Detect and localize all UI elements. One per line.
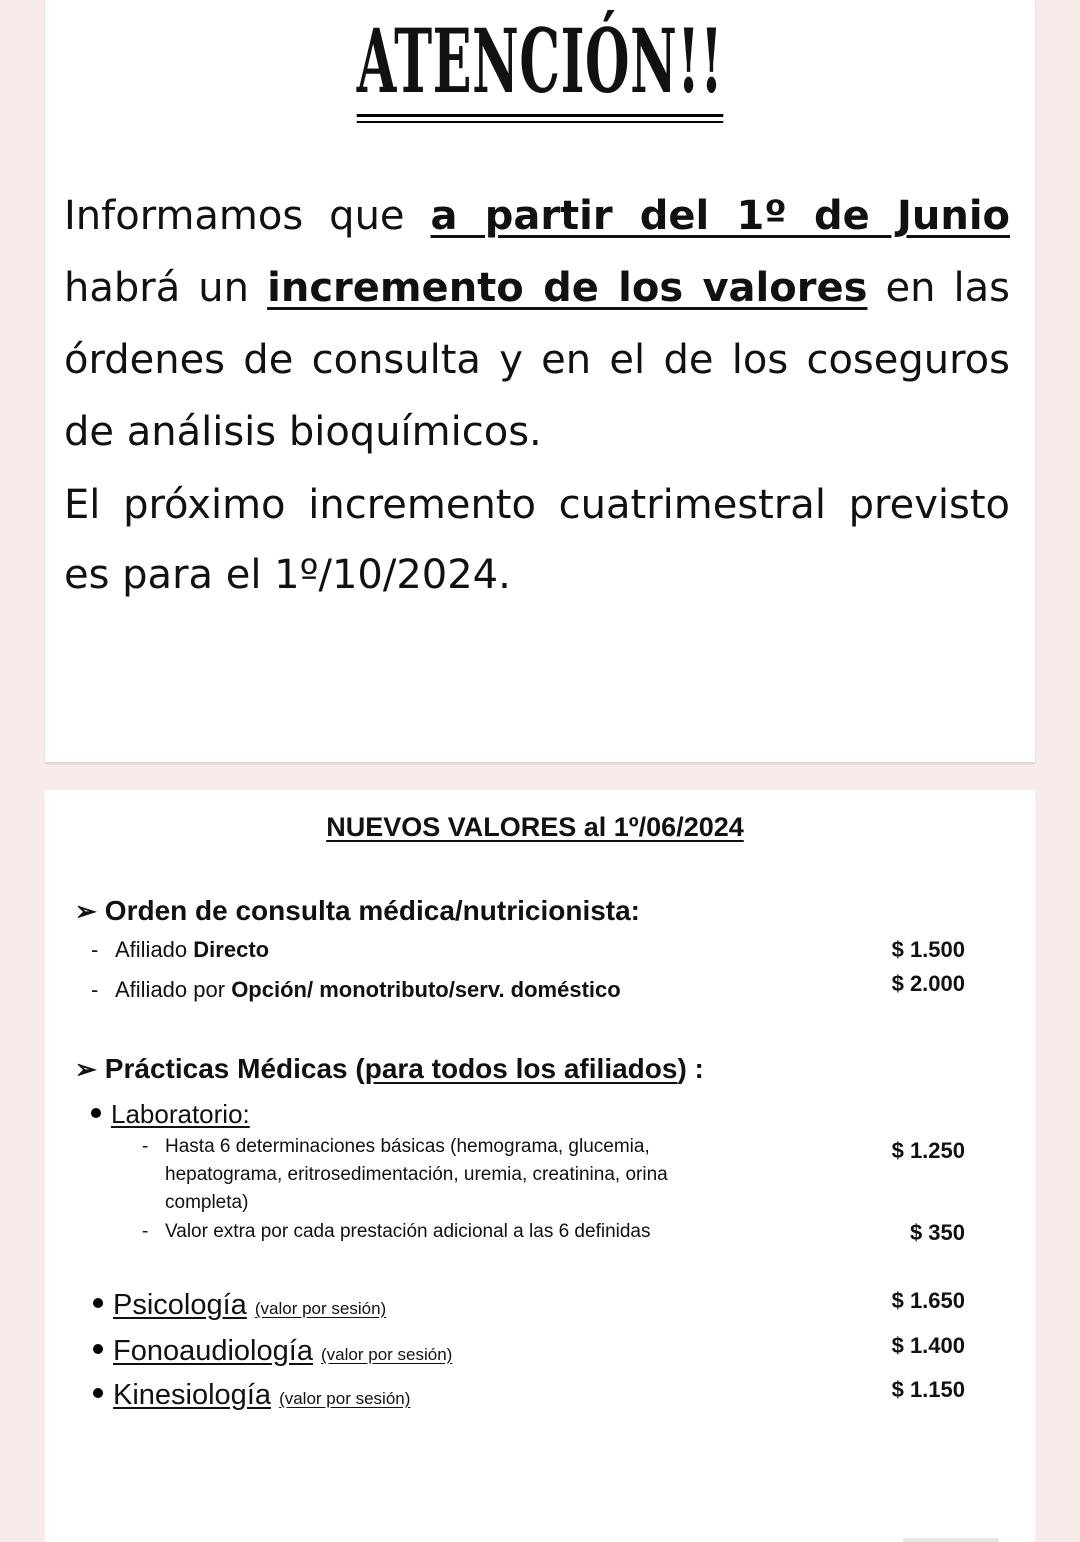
price-fonoaudiologia: $ 1.400 [891, 1333, 965, 1358]
arrow-bullet-icon: ➢ [75, 896, 97, 926]
laboratorio-label: Laboratorio: [91, 1099, 250, 1130]
increase-highlight: incremento de los valores [267, 265, 868, 311]
next-increase-paragraph: El próximo incremento cuatrimestral previsto es para el 1º/10/2024. [64, 482, 1010, 598]
price-kinesiologia: $ 1.150 [891, 1377, 965, 1402]
start-date-highlight: a partir del 1º de Junio [430, 193, 1011, 239]
service-kinesiologia: Kinesiología (valor por sesión) [93, 1379, 410, 1412]
price-psicologia: $ 1.650 [891, 1288, 965, 1313]
service-psicologia: Psicología (valor por sesión) [93, 1289, 386, 1322]
consulta-price-opcion: $ 2.000 [891, 971, 965, 996]
notice-page [45, 0, 1035, 762]
notice-title: ATENCIÓN!! [45, 12, 1035, 117]
lab-price-basicas: $ 1.250 [891, 1138, 965, 1163]
bullet-icon [91, 1108, 101, 1118]
bullet-icon [93, 1388, 103, 1398]
intro-paragraph: Informamos que a partir del 1º de Junio habrá un incremento de los valores en las órdenes de consulta y en el de los coseguros de análisis bioquímicos. [64, 193, 1011, 455]
bullet-icon [93, 1344, 103, 1354]
consulta-price-directo: $ 1.500 [891, 937, 965, 962]
scroll-indicator [903, 1538, 999, 1542]
practicas-heading: ➢ Prácticas Médicas (para todos los afiliados) : [75, 1053, 704, 1084]
lab-item-basicas: - Hasta 6 determinaciones básicas (hemograma, glucemia, hepatograma, eritrosedimentación, uremia, creatinina, orina completa) [142, 1136, 668, 1213]
consulta-item-directo: - Afiliado Directo [91, 937, 270, 962]
service-fonoaudiologia: Fonoaudiología (valor por sesión) [93, 1335, 452, 1368]
consulta-heading: ➢ Orden de consulta médica/nutricionista: [75, 895, 641, 926]
bullet-icon [93, 1298, 103, 1308]
lab-item-extra: - Valor extra por cada prestación adicional a las 6 definidas [142, 1221, 651, 1242]
arrow-bullet-icon: ➢ [75, 1054, 97, 1084]
values-page [45, 790, 1035, 1542]
values-title: NUEVOS VALORES al 1º/06/2024 [326, 812, 744, 842]
consulta-item-opcion: - Afiliado por Opción/ monotributo/serv. doméstico [91, 977, 621, 1002]
lab-price-extra: $ 350 [909, 1220, 965, 1245]
